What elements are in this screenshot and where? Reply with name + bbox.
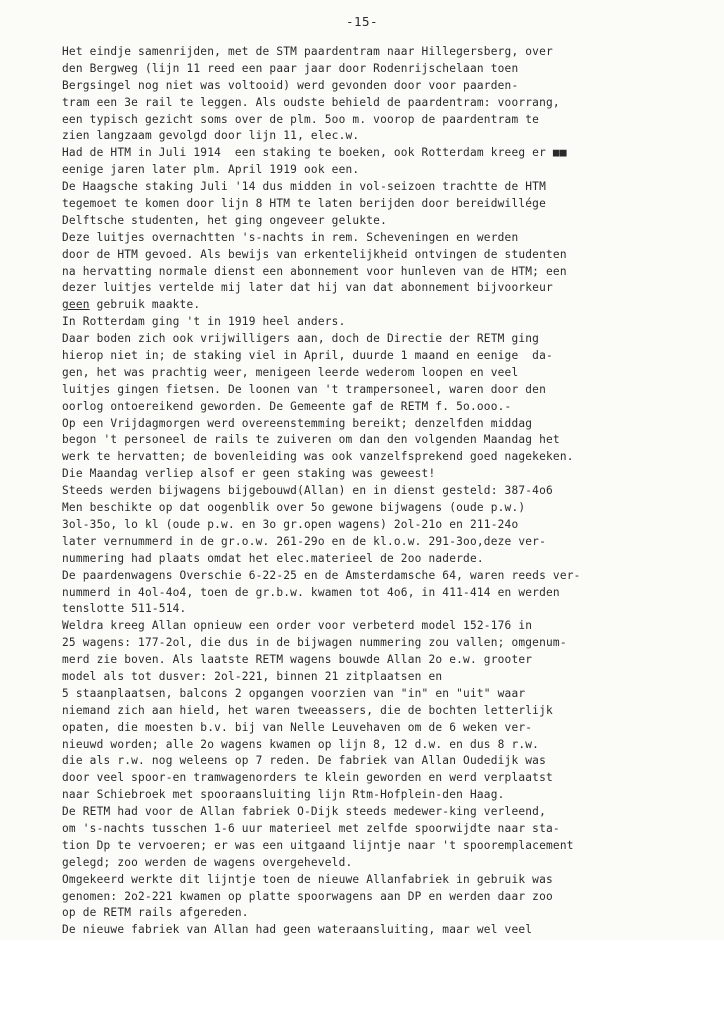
text-line: niemand zich aan hield, het waren tweeassers, die de bochten letterlijk <box>62 703 553 717</box>
text-line: tenslotte 511-514. <box>62 602 187 616</box>
text-line: nummering had plaats omdat het elec.materieel de 2oo naderde. <box>62 551 484 565</box>
text-line: zien langzaam gevolgd door lijn 11, elec.w. <box>62 129 360 143</box>
text-line: 5 staanplaatsen, balcons 2 opgangen voorzien van "in" en "uit" waar <box>62 686 526 700</box>
text-line: genomen: 2o2-221 kwamen op platte spoorwagens aan DP en werden daar zoo <box>62 889 553 903</box>
text-line: later vernummerd in de gr.o.w. 261-29o en de kl.o.w. 291-3oo,deze ver- <box>62 534 547 548</box>
text-line: om 's-nachts tusschen 1-6 uur materieel met zelfde spoorwijdte naar sta- <box>62 821 560 835</box>
text-line: Had de HTM in Juli 1914 een staking te boeken, ook Rotterdam kreeg er ■■ <box>62 146 567 160</box>
text-line: eenige jaren later plm. April 1919 ook een. <box>62 163 360 177</box>
text-line: dezer luitjes vertelde mij later dat hij van dat abonnement bijvoorkeur <box>62 281 553 295</box>
text-line: luitjes gingen fietsen. De loonen van 't trampersoneel, waren door den <box>62 382 547 396</box>
text-line: Delftsche studenten, het ging ongeveer gelukte. <box>62 213 387 227</box>
text-line: 3ol-35o, lo kl (oude p.w. en 3o gr.open wagens) 2ol-21o en 211-24o <box>62 517 519 531</box>
text-line: Bergsingel nog niet was voltooid) werd gevonden door voor paarden- <box>62 78 519 92</box>
text-line: door de HTM gevoed. Als bewijs van erkentelijkheid ontvingen de studenten <box>62 247 567 261</box>
text-line: hierop niet in; de staking viel in April, duurde 1 maand en eenige da- <box>62 349 553 363</box>
text-line: tion Dp te vervoeren; er was een uitgaand lijntje naar 't spooremplacement <box>62 838 574 852</box>
text-line: merd zie boven. Als laatste RETM wagens bouwde Allan 2o e.w. grooter <box>62 653 533 667</box>
text-line: Steeds werden bijwagens bijgebouwd(Allan) en in dienst gesteld: 387-4o6 <box>62 484 553 498</box>
text-line: In Rotterdam ging 't in 1919 heel anders. <box>62 315 346 329</box>
text-line: geen gebruik maakte. <box>62 298 201 312</box>
text-line: Omgekeerd werkte dit lijntje toen de nieuwe Allanfabriek in gebruik was <box>62 872 553 886</box>
text-line: Men beschikte op dat oogenblik over 5o gewone bijwagens (oude p.w.) <box>62 501 526 515</box>
text-line: gelegd; zoo werden de wagens overgeheveld. <box>62 855 353 869</box>
page-number: -15- <box>345 14 379 29</box>
text-line: werk te hervatten; de bovenleiding was ook vanzelfsprekend goed nagekeken. <box>62 450 574 464</box>
text-line: Op een Vrijdagmorgen werd overeenstemming bereikt; denzelfden middag <box>62 416 533 430</box>
text-line: Weldra kreeg Allan opnieuw een order voor verbeterd model 152-176 in <box>62 619 533 633</box>
text-line: Daar boden zich ook vrijwilligers aan, doch de Directie der RETM ging <box>62 332 540 346</box>
text-line: op de RETM rails afgereden. <box>62 906 249 920</box>
text-line: nieuwd worden; alle 2o wagens kwamen op lijn 8, 12 d.w. en dus 8 r.w. <box>62 737 540 751</box>
text-line: nummerd in 4ol-4o4, toen de gr.b.w. kwamen tot 4o6, in 411-414 en werden <box>62 585 560 599</box>
text-line: opaten, die moesten b.v. bij van Nelle Leuvehaven om de 6 weken ver- <box>62 720 533 734</box>
text-line: tram een 3e rail te leggen. Als oudste behield de paardentram: voorrang, <box>62 95 560 109</box>
text-line: model als tot dusver: 2ol-221, binnen 21 zitplaatsen en <box>62 669 443 683</box>
text-line: oorlog ontoereikend geworden. De Gemeente gaf de RETM f. 5o.ooo.- <box>62 399 512 413</box>
blank-page-bottom <box>0 940 724 1024</box>
text-line: den Bergweg (lijn 11 reed een paar jaar door Rodenrijschelaan toen <box>62 61 519 75</box>
text-line: De RETM had voor de Allan fabriek O-Dijk steeds medewer-king verleend, <box>62 805 547 819</box>
text-line: Het eindje samenrijden, met de STM paardentram naar Hillegersberg, over <box>62 45 553 58</box>
text-line: begon 't personeel de rails te zuiveren om dan den volgenden Maandag het <box>62 433 560 447</box>
text-line: naar Schiebroek met spooraansluiting lijn Rtm-Hofplein-den Haag. <box>62 788 505 802</box>
text-line: Deze luitjes overnachtten 's-nachts in rem. Scheveningen en werden <box>62 230 519 244</box>
text-line: die als r.w. nog weleens op 7 reden. De fabriek van Allan Oudedijk was <box>62 754 547 768</box>
text-line: De Haagsche staking Juli '14 dus midden in vol-seizoen trachtte de HTM <box>62 180 547 194</box>
text-line: 25 wagens: 177-2ol, die dus in de bijwagen nummering zou vallen; omgenum- <box>62 636 567 650</box>
text-line: een typisch gezicht soms over de plm. 5oo m. voorop de paardentram te <box>62 112 540 126</box>
text-line: na hervatting normale dienst een abonnement voor hunleven van de HTM; een <box>62 264 567 278</box>
text-line: Die Maandag verliep alsof er geen staking was geweest! <box>62 467 436 481</box>
text-line: De nieuwe fabriek van Allan had geen wateraansluiting, maar wel veel <box>62 923 533 937</box>
text-line: tegemoet te komen door lijn 8 HTM te laten berijden door bereidwillége <box>62 197 547 211</box>
text-line: gen, het was prachtig weer, menigeen leerde wederom loopen en veel <box>62 365 519 379</box>
text-line: door veel spoor-en tramwagenorders te klein geworden en werd verplaatst <box>62 771 553 785</box>
text-line: De paardenwagens Overschie 6-22-25 en de Amsterdamsche 64, waren reeds ver- <box>62 568 581 582</box>
typewritten-text <box>62 44 724 956</box>
